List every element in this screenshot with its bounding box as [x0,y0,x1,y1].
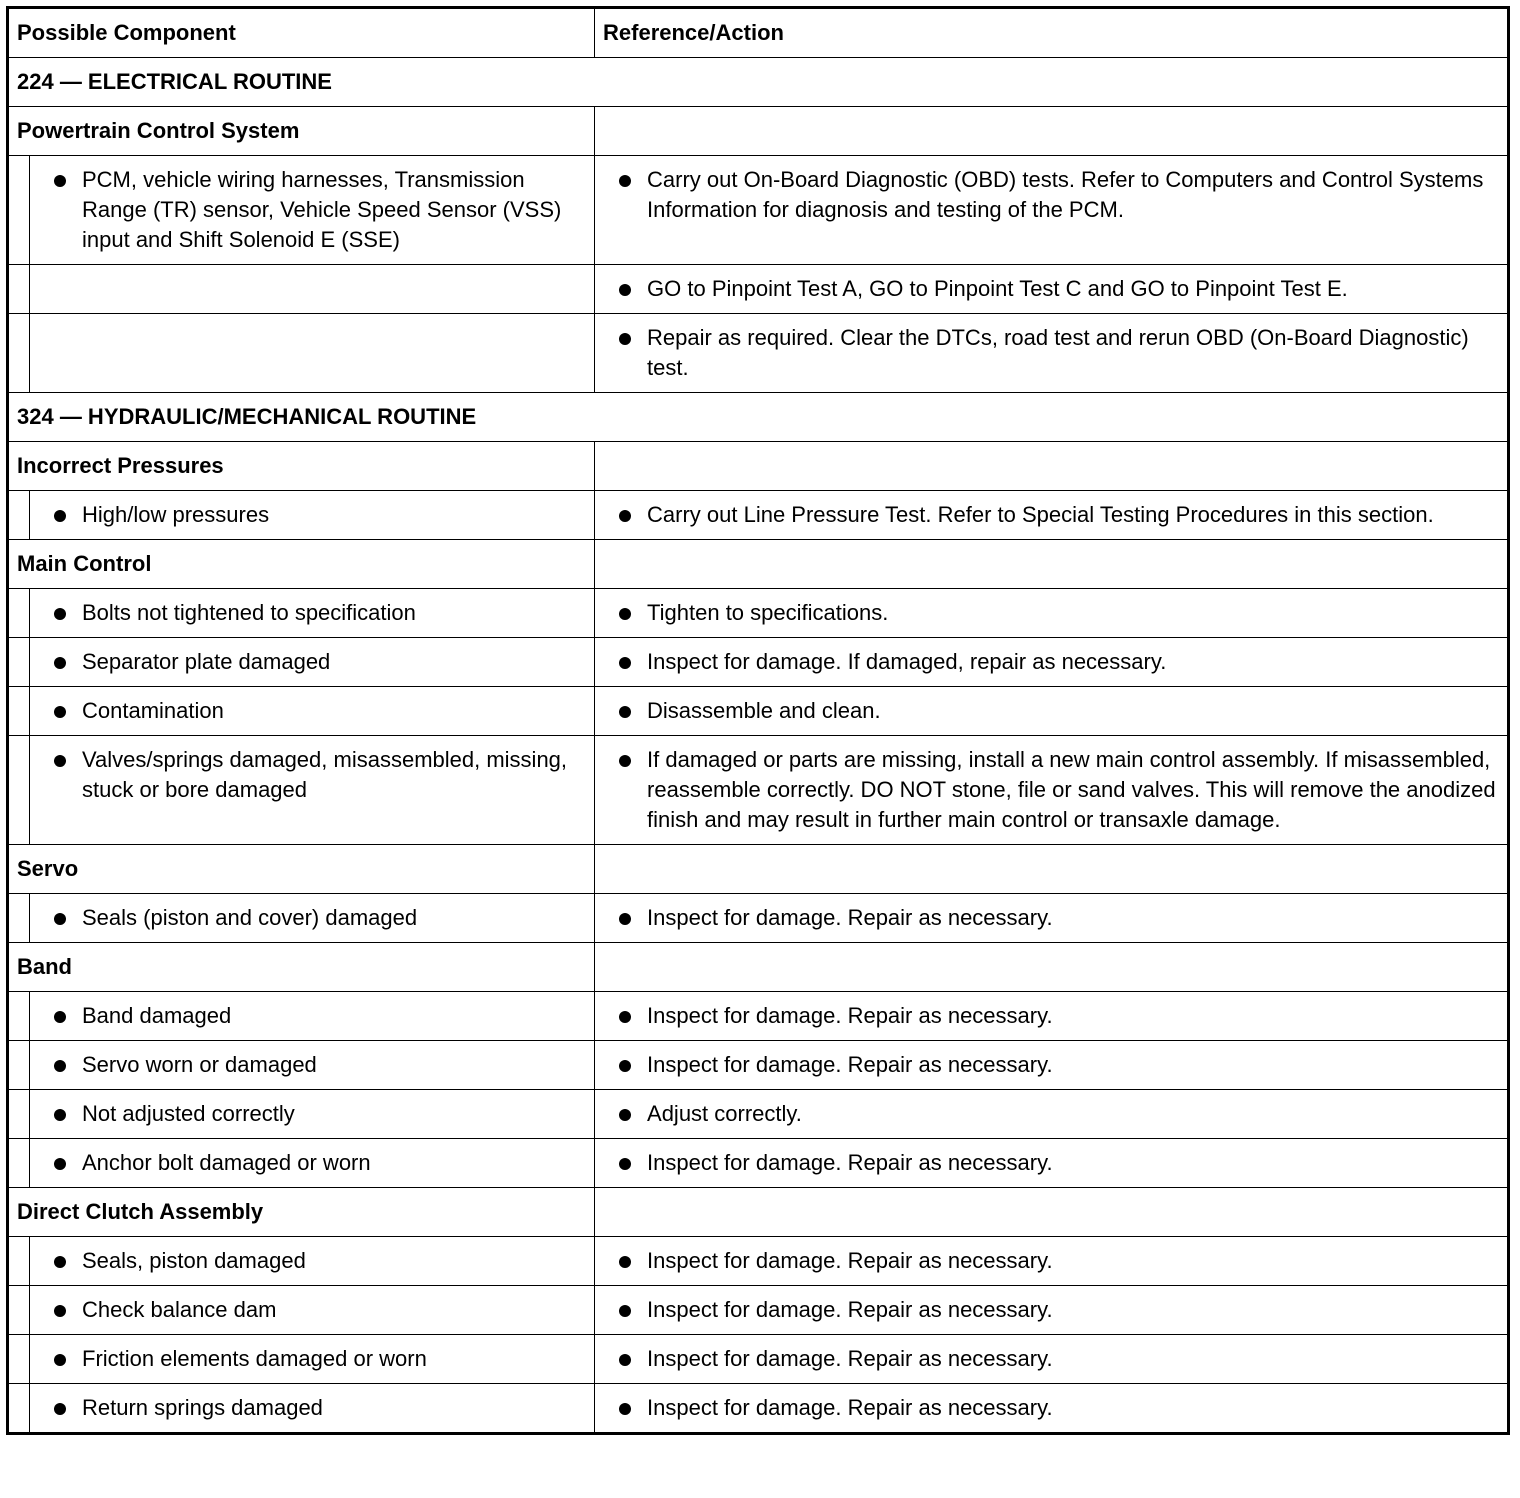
action-cell [595,1286,1509,1335]
empty-cell [595,540,1509,589]
item-row [8,992,1509,1041]
action-text: Carry out On-Board Diagnostic (OBD) tests. Refer to Computers and Control Systems Information for diagnosis and testing of the PCM. [619,165,1499,225]
indent-cell [8,1237,30,1286]
component-group-heading: Direct Clutch Assembly [8,1188,595,1237]
action-text: Carry out Line Pressure Test. Refer to Special Testing Procedures in this section. [619,500,1499,530]
indent-cell [8,736,30,845]
component-cell [30,491,595,540]
action-text: Tighten to specifications. [619,598,1499,628]
action-text: Inspect for damage. Repair as necessary. [619,1393,1499,1423]
component-cell [30,1139,595,1188]
item-row [8,687,1509,736]
item-row [8,638,1509,687]
empty-cell [595,845,1509,894]
indent-cell [8,1384,30,1434]
component-group-heading: Incorrect Pressures [8,442,595,491]
action-cell [595,265,1509,314]
component-group-heading: Main Control [8,540,595,589]
component-text: Contamination [54,696,586,726]
group-row [8,540,1509,589]
action-text: Disassemble and clean. [619,696,1499,726]
item-row [8,1384,1509,1434]
component-text: Seals (piston and cover) damaged [54,903,586,933]
header-possible-component: Possible Component [8,8,595,58]
component-cell [30,894,595,943]
indent-cell [8,156,30,265]
component-text: Not adjusted correctly [54,1099,586,1129]
component-text: High/low pressures [54,500,586,530]
action-cell [595,1335,1509,1384]
component-cell [30,992,595,1041]
indent-cell [8,491,30,540]
component-cell [30,314,595,393]
section-row [8,58,1509,107]
indent-cell [8,265,30,314]
table-header-row [8,8,1509,58]
action-text: Inspect for damage. Repair as necessary. [619,1295,1499,1325]
component-cell [30,1090,595,1139]
item-row [8,156,1509,265]
indent-cell [8,992,30,1041]
action-cell [595,638,1509,687]
component-text: Friction elements damaged or worn [54,1344,586,1374]
action-text: Inspect for damage. If damaged, repair as necessary. [619,647,1499,677]
action-cell [595,687,1509,736]
item-row [8,1090,1509,1139]
section-heading: 224 — ELECTRICAL ROUTINE [8,58,1509,107]
item-row [8,1237,1509,1286]
action-cell [595,894,1509,943]
indent-cell [8,1335,30,1384]
action-text: Inspect for damage. Repair as necessary. [619,1246,1499,1276]
component-text: Band damaged [54,1001,586,1031]
action-text: Inspect for damage. Repair as necessary. [619,1148,1499,1178]
action-cell [595,1384,1509,1434]
action-cell [595,491,1509,540]
indent-cell [8,589,30,638]
component-text: PCM, vehicle wiring harnesses, Transmission Range (TR) sensor, Vehicle Speed Sensor (VSS) input and Shift Solenoid E (SSE) [54,165,586,255]
indent-cell [8,314,30,393]
action-text: Repair as required. Clear the DTCs, road test and rerun OBD (On-Board Diagnostic) test. [619,323,1499,383]
indent-cell [8,894,30,943]
group-row [8,1188,1509,1237]
action-text: GO to Pinpoint Test A, GO to Pinpoint Test C and GO to Pinpoint Test E. [619,274,1499,304]
action-text: Inspect for damage. Repair as necessary. [619,1344,1499,1374]
component-text: Seals, piston damaged [54,1246,586,1276]
section-row [8,393,1509,442]
action-cell [595,314,1509,393]
component-cell [30,589,595,638]
item-row [8,314,1509,393]
item-row [8,736,1509,845]
component-cell [30,1041,595,1090]
item-row [8,491,1509,540]
table-body [8,58,1509,1434]
empty-cell [595,1188,1509,1237]
section-heading: 324 — HYDRAULIC/MECHANICAL ROUTINE [8,393,1509,442]
component-cell [30,736,595,845]
component-group-heading: Servo [8,845,595,894]
action-text: Inspect for damage. Repair as necessary. [619,1001,1499,1031]
action-cell [595,1041,1509,1090]
indent-cell [8,1090,30,1139]
indent-cell [8,1041,30,1090]
item-row [8,1335,1509,1384]
item-row [8,1139,1509,1188]
action-cell [595,1090,1509,1139]
header-reference-action: Reference/Action [595,8,1509,58]
component-cell [30,156,595,265]
component-cell [30,638,595,687]
component-cell [30,687,595,736]
item-row [8,894,1509,943]
component-cell [30,1335,595,1384]
item-row [8,589,1509,638]
action-cell [595,156,1509,265]
component-text: Anchor bolt damaged or worn [54,1148,586,1178]
component-text: Servo worn or damaged [54,1050,586,1080]
component-text: Valves/springs damaged, misassembled, missing, stuck or bore damaged [54,745,586,805]
component-group-heading: Band [8,943,595,992]
empty-cell [595,107,1509,156]
empty-cell [595,943,1509,992]
component-cell [30,1237,595,1286]
group-row [8,943,1509,992]
component-text: Check balance dam [54,1295,586,1325]
indent-cell [8,638,30,687]
group-row [8,107,1509,156]
group-row [8,442,1509,491]
action-text: If damaged or parts are missing, install a new main control assembly. If misassembled, reassemble correctly. DO NOT stone, file or sand valves. This will remove the anodized finish and may result in further main control or transaxle damage. [619,745,1499,835]
indent-cell [8,1139,30,1188]
action-text: Inspect for damage. Repair as necessary. [619,903,1499,933]
diagnosis-table [6,6,1510,1435]
component-text: Return springs damaged [54,1393,586,1423]
action-text: Inspect for damage. Repair as necessary. [619,1050,1499,1080]
action-text: Adjust correctly. [619,1099,1499,1129]
empty-cell [595,442,1509,491]
item-row [8,1286,1509,1335]
action-cell [595,992,1509,1041]
component-text: Bolts not tightened to specification [54,598,586,628]
action-cell [595,736,1509,845]
indent-cell [8,687,30,736]
component-group-heading: Powertrain Control System [8,107,595,156]
component-cell [30,265,595,314]
indent-cell [8,1286,30,1335]
action-cell [595,1139,1509,1188]
action-cell [595,1237,1509,1286]
action-cell [595,589,1509,638]
item-row [8,1041,1509,1090]
component-cell [30,1384,595,1434]
component-cell [30,1286,595,1335]
component-text: Separator plate damaged [54,647,586,677]
group-row [8,845,1509,894]
item-row [8,265,1509,314]
